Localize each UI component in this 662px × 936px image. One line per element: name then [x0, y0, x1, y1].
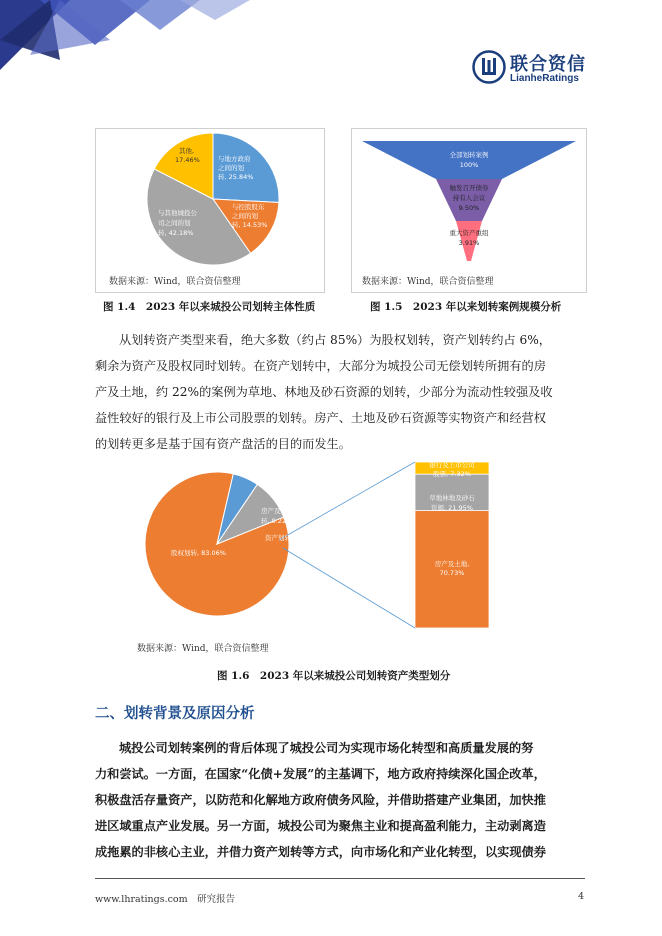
pie1-label-oc-2: 司之间的划	[158, 219, 191, 227]
funnel-label-meeting-2: 持有人会议	[452, 194, 486, 202]
para2-line-1: 城投公司划转案例的背后体现了城投公司为实现市场化转型和高质量发展的努	[119, 741, 534, 755]
para1-line-1: 从划转资产类型来看，绝大多数（约占 85%）为股权划转，资产划转约占 6%，	[119, 333, 551, 347]
para1-line-3: 产及土地，约 22%的案例为草地、林地及砂石资源的划转，少部分为流动性较强及收	[95, 385, 553, 399]
pie2-label-asset: 资产划转, 5.73%	[265, 534, 316, 542]
figure-1-6-chart	[95, 452, 585, 632]
figure-1-5-caption: 图 1.5 2023 年以来划转案例规模分析	[370, 301, 562, 313]
figure-1-6-caption: 图 1.6 2023 年以来城投公司划转资产类型划分	[217, 670, 451, 682]
pie1-label-sh-3: 转, 14.53%	[232, 221, 268, 229]
para1-line-2: 剩余为资产及股权同时划转。在资产划转中，大部分为城投公司无偿划转所拥有的房	[95, 359, 546, 373]
figure-1-4-caption: 图 1.4 2023 年以来城投公司划转主体性质	[103, 301, 316, 313]
paragraph-background	[95, 735, 585, 865]
connector-top	[279, 462, 415, 540]
logo-text-cn: 联合资信	[510, 54, 586, 75]
pie1-label-gov-2: 之间的划	[218, 164, 244, 172]
figure-1-5-box	[351, 128, 587, 293]
para1-line-5: 的划转更多是基于国有资产盘活的目的而发生。	[95, 437, 351, 451]
pie1-label-other-2: 17.46%	[175, 156, 200, 164]
figure-1-4-box	[95, 128, 325, 293]
corner-decoration	[0, 0, 260, 80]
para2-line-2: 力和尝试。一方面，在国家“化债+发展”的主基调下，地方政府持续深化国企改革，	[95, 767, 546, 781]
funnel-label-meeting-1: 触发召开债券	[449, 184, 489, 192]
bar-label-house-1: 房产及土地,	[434, 560, 470, 568]
page-number: 4	[578, 891, 585, 902]
pie1-label-gov-3: 转, 25.84%	[218, 173, 254, 181]
paragraph-asset-types	[95, 327, 585, 457]
connector-bottom	[283, 548, 415, 628]
bar-label-grass-1: 草地林地及砂石	[429, 494, 475, 502]
company-logo-icon	[472, 50, 506, 84]
figure-1-5-funnel-chart	[352, 129, 586, 269]
para2-line-3: 积极盘活存量资产，以防范和化解地方政府债务风险，并借助搭建产业集团，加快推	[95, 793, 546, 807]
figure-1-6-source: 数据来源：Wind，联合资信整理	[137, 644, 269, 654]
pie1-label-gov-1: 与地方政府	[218, 155, 251, 163]
section-title: 二、划转背景及原因分析	[95, 706, 255, 722]
bar-label-grass-2: 资源, 21.95%	[431, 504, 473, 512]
funnel-label-restructure-2: 3.91%	[458, 239, 480, 247]
funnel-label-restructure-1: 重大资产重组	[449, 229, 489, 237]
para2-line-4: 进区域重点产业发展。另一方面，城投公司为聚焦主业和提高盈利能力，主动剥离造	[95, 819, 546, 833]
pie1-label-sh-2: 之间的划	[232, 212, 258, 220]
para2-line-5: 成拖累的非核心主业，并借力资产划转等方式，向市场化和产业化转型，以实现债券	[95, 845, 546, 859]
figure-1-5-source: 数据来源：Wind，联合资信整理	[362, 277, 494, 287]
pie2-label-equity: 股权划转, 83.06%	[171, 549, 226, 557]
pie1-label-sh-1: 与控股股东	[232, 203, 265, 211]
bar-label-house-2: 70.73%	[439, 569, 465, 577]
pie2-label-both-1: 房产及股权同时划	[261, 507, 313, 515]
bar-label-bank-1: 银行及上市公司	[429, 461, 475, 469]
pie2-label-both-2: 转, 9.22%	[261, 517, 293, 525]
funnel-stage-all	[362, 141, 576, 179]
figure-1-4-source: 数据来源：Wind，联合资信整理	[109, 277, 241, 287]
bar-label-bank-2: 股票, 7.32%	[433, 470, 471, 478]
funnel-label-meeting-3: 9.50%	[458, 204, 480, 212]
logo-text-en: LianheRatings	[510, 73, 579, 84]
footer-rule	[95, 878, 585, 879]
funnel-label-all-2: 100%	[459, 161, 479, 169]
figure-1-4-pie-chart	[96, 129, 324, 269]
funnel-label-all-1: 全部划转案例	[449, 151, 489, 159]
para1-line-4: 益性较好的银行及上市公司股票的划转。房产、土地及砂石资源等实物资产和经营权	[95, 411, 546, 425]
footer-website[interactable]: www.lhratings.com 研究报告	[95, 894, 236, 905]
pie1-label-oc-1: 与其他城投公	[158, 209, 197, 217]
pie1-label-other-1: 其他,	[179, 147, 195, 155]
pie1-label-oc-3: 转, 42.18%	[158, 229, 194, 237]
